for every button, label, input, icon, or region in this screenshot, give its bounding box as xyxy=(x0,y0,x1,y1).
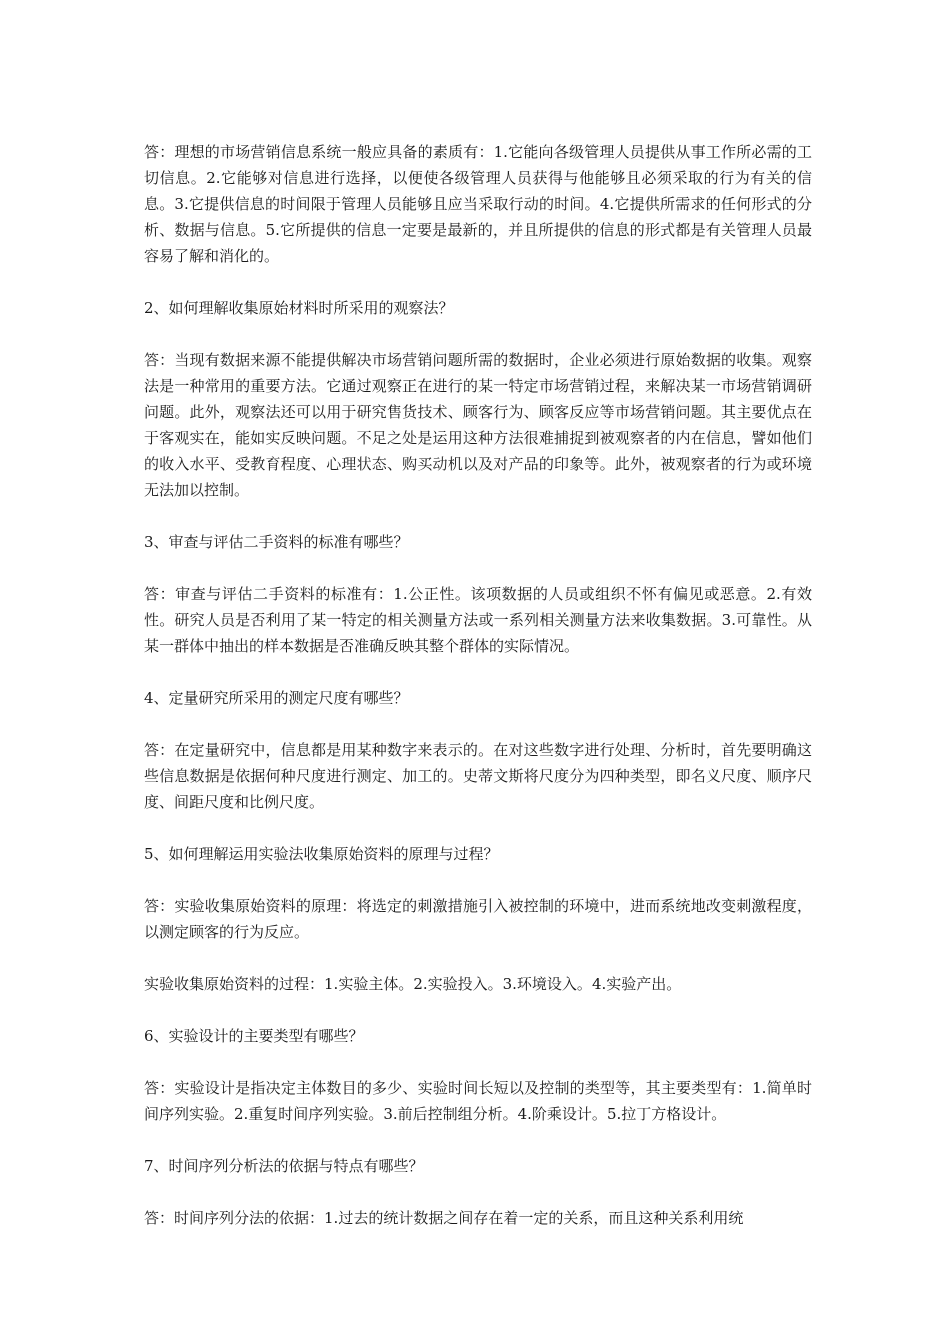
question-heading: 6、实验设计的主要类型有哪些？ xyxy=(144,1027,364,1045)
answer-paragraph: 实验收集原始资料的过程：1.实验主体。2.实验投入。3.环境设入。4.实验产出。 xyxy=(144,975,682,993)
answer-paragraph: 答：当现有数据来源不能提供解决市场营销问题所需的数据时，企业必须进行原始数据的收集。观察法是一种常用的重要方法。它通过观察正在进行的某一特定市场营销过程，来解决某一市场营销调研问题。此外，观察法还可以用于研究售货技术、顾客行为、顾客反应等市场营销问题。其主要优点在于客观实在，能如实反映问题。不足之处是运用这种方法很难捕捉到被观察者的内在信息，譬如他们的收入水平、受教育程度、心理状态、购买动机以及对产品的印象等。此外，被观察者的行为或环境无法加以控制。 xyxy=(144,351,812,499)
question-heading: 4、定量研究所采用的测定尺度有哪些？ xyxy=(144,689,409,707)
answer-paragraph: 答：实验收集原始资料的原理：将选定的刺激措施引入被控制的环境中，进而系统地改变刺激程度，以测定顾客的行为反应。 xyxy=(144,897,812,941)
answer-paragraph: 答：理想的市场营销信息系统一般应具备的素质有：1.它能向各级管理人员提供从事工作所必需的工切信息。2.它能够对信息进行选择，以便使各级管理人员获得与他能够且必须采取的行为有关的信息。3.它提供信息的时间限于管理人员能够且应当采取行动的时间。4.它提供所需求的任何形式的分析、数据与信息。5.它所提供的信息一定要是最新的，并且所提供的信息的形式都是有关管理人员最容易了解和消化的。 xyxy=(144,143,812,265)
question-heading: 5、如何理解运用实验法收集原始资料的原理与过程？ xyxy=(144,845,499,863)
question-heading: 7、时间序列分析法的依据与特点有哪些？ xyxy=(144,1157,424,1175)
answer-paragraph: 答：在定量研究中，信息都是用某种数字来表示的。在对这些数字进行处理、分析时，首先要明确这些信息数据是依据何种尺度进行测定、加工的。史蒂文斯将尺度分为四种类型，即名义尺度、顺序尺度、间距尺度和比例尺度。 xyxy=(144,741,812,811)
question-heading: 2、如何理解收集原始材料时所采用的观察法？ xyxy=(144,299,454,317)
question-heading: 3、审查与评估二手资料的标准有哪些？ xyxy=(144,533,409,551)
answer-paragraph: 答：审查与评估二手资料的标准有：1.公正性。该项数据的人员或组织不怀有偏见或恶意。2.有效性。研究人员是否利用了某一特定的相关测量方法或一系列相关测量方法来收集数据。3.可靠性。从某一群体中抽出的样本数据是否准确反映其整个群体的实际情况。 xyxy=(144,585,812,655)
document-body xyxy=(144,139,812,1257)
answer-paragraph: 答：实验设计是指决定主体数目的多少、实验时间长短以及控制的类型等，其主要类型有：1.简单时间序列实验。2.重复时间序列实验。3.前后控制组分析。4.阶乘设计。5.拉丁方格设计。 xyxy=(144,1079,812,1123)
answer-paragraph: 答：时间序列分法的依据：1.过去的统计数据之间存在着一定的关系，而且这种关系利用统 xyxy=(144,1209,744,1227)
